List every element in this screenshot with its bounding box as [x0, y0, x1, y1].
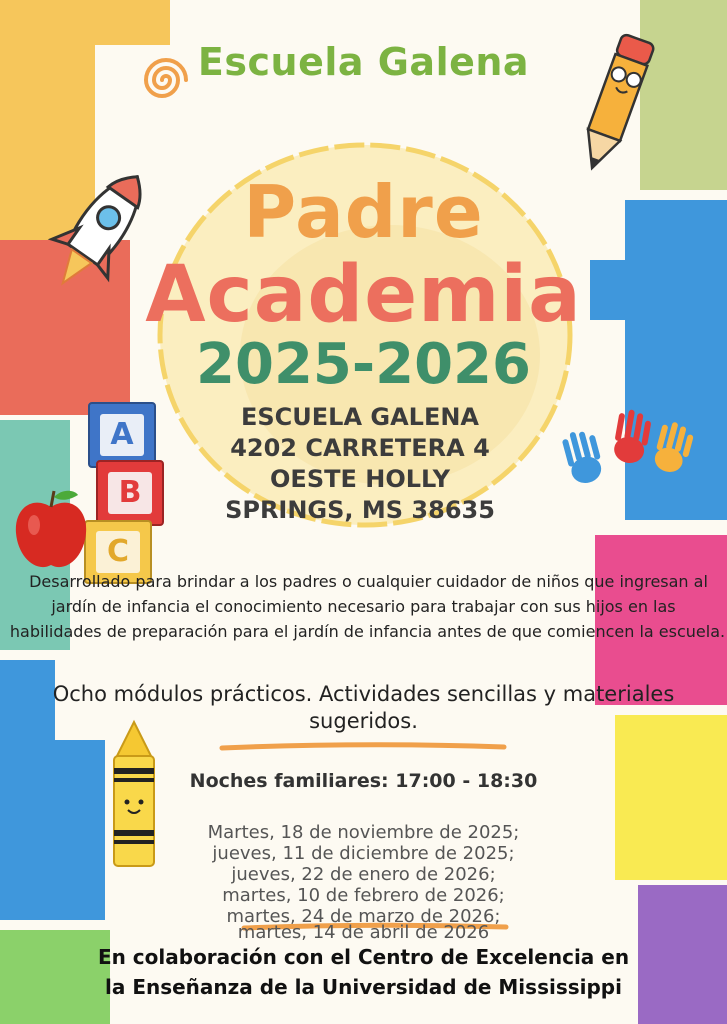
collaboration-line: la Enseñanza de la Universidad de Mississippi — [105, 975, 622, 999]
decor-block-yellow-left — [0, 0, 170, 45]
date-item: Martes, 18 de noviembre de 2025; — [207, 822, 520, 843]
apple-icon — [12, 485, 90, 573]
date-item: martes, 14 de abril de 2026 — [237, 922, 490, 943]
date-item: jueves, 11 de diciembre de 2025; — [212, 843, 515, 864]
description-line: habilidades de preparación para el jardín de infancia antes de que comiencen la escuela. — [9, 622, 726, 641]
description-line: Desarrollado para brindar a los padres o cualquier cuidador de niños que ingresan al — [29, 572, 708, 591]
orange-underline — [218, 740, 508, 754]
abc-block-b — [96, 460, 164, 526]
abc-block-b-letter: B — [108, 472, 152, 514]
decor-block-pink-right — [595, 535, 727, 705]
modules-line: sugeridos. — [309, 709, 418, 733]
handprints-icon — [555, 405, 700, 500]
title-year: 2025-2026 — [196, 332, 531, 397]
modules-line: Ocho módulos prácticos. Actividades sencillas y materiales — [52, 682, 675, 706]
collaboration-line: En colaboración con el Centro de Excelencia en — [97, 945, 630, 969]
date-item: martes, 24 de marzo de 2026; — [226, 906, 501, 927]
date-item: martes, 10 de febrero de 2026; — [222, 885, 505, 906]
abc-block-a-letter: A — [100, 414, 144, 456]
school-name: Escuela Galena — [197, 40, 530, 84]
address-line: 4202 CARRETERA 4 — [230, 434, 490, 462]
address-line: ESCUELA GALENA — [240, 403, 480, 431]
address-line: OESTE HOLLY — [270, 465, 450, 493]
address-line: SPRINGS, MS 38635 — [225, 496, 495, 524]
date-item: jueves, 22 de enero de 2026; — [231, 864, 496, 885]
abc-block-a — [88, 402, 156, 468]
title-padre: Padre — [243, 170, 484, 254]
description-line: jardín de infancia el conocimiento necesario para trabajar con sus hijos en las — [51, 597, 676, 616]
abc-block-c-letter: C — [96, 531, 140, 573]
title-academia: Academia — [145, 250, 582, 340]
family-nights-time: Noches familiares: 17:00 - 18:30 — [189, 770, 538, 792]
